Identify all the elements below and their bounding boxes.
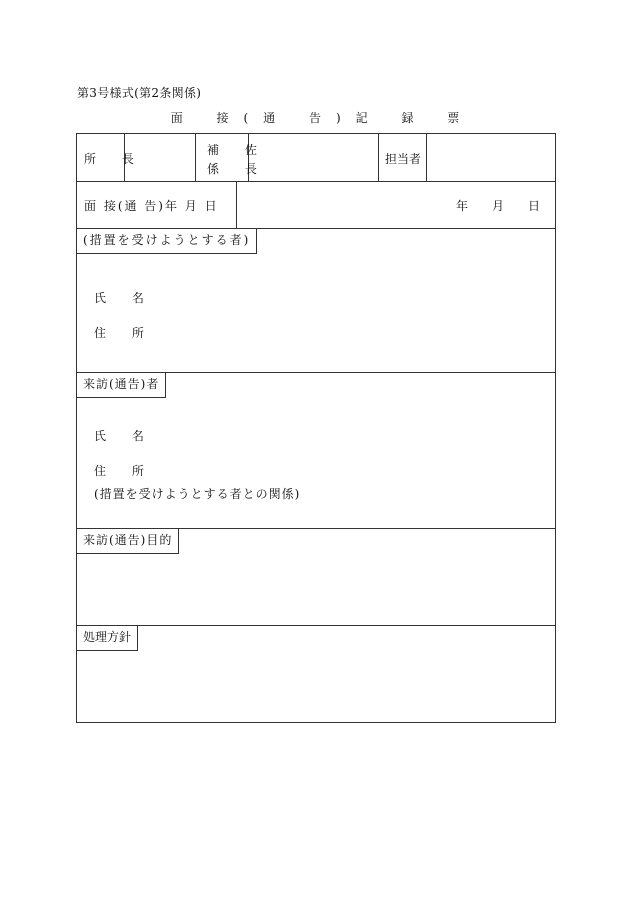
director-stamp-cell[interactable] bbox=[125, 134, 195, 181]
interview-date-row bbox=[76, 181, 556, 229]
visitor-section bbox=[76, 372, 556, 529]
purpose-field[interactable] bbox=[77, 555, 555, 625]
subject-section bbox=[76, 228, 556, 373]
policy-section-tag: 処理方針 bbox=[77, 626, 138, 651]
staff-stamp-cell[interactable] bbox=[427, 134, 555, 181]
director-label: 所 長 bbox=[84, 152, 145, 166]
assistant-label-bottom: 係 長 bbox=[207, 162, 268, 176]
visitor-relation-label: (措置を受けようとする者との関係) bbox=[94, 487, 301, 501]
visitor-address-label: 住 所 bbox=[94, 464, 155, 478]
visitor-section-tag: 来訪(通告)者 bbox=[77, 373, 166, 398]
purpose-section bbox=[76, 528, 556, 626]
approval-row bbox=[76, 133, 556, 182]
policy-section bbox=[76, 625, 556, 723]
assistant-stamp-cell[interactable] bbox=[249, 134, 378, 181]
purpose-section-tag: 来訪(通告)目的 bbox=[77, 529, 179, 554]
policy-field[interactable] bbox=[77, 652, 555, 722]
subject-info-field[interactable] bbox=[157, 279, 553, 359]
interview-date-field[interactable] bbox=[237, 182, 555, 228]
subject-name-label: 氏 名 bbox=[94, 291, 155, 305]
subject-address-label: 住 所 bbox=[94, 326, 155, 340]
form-number-label: 第3号様式(第2条関係) bbox=[77, 86, 202, 100]
visitor-name-label: 氏 名 bbox=[94, 429, 155, 443]
interview-date-label: 面 接(通 告)年 月 日 bbox=[84, 199, 219, 213]
staff-label: 担当者 bbox=[385, 152, 422, 166]
date-day-label: 日 bbox=[528, 199, 541, 213]
visitor-info-field[interactable] bbox=[157, 418, 553, 518]
document-title: 面 接(通 告)記 録 票 bbox=[170, 111, 475, 125]
subject-section-tag: (措置を受けようとする者) bbox=[77, 229, 257, 254]
assistant-label-top: 補 佐 bbox=[207, 143, 268, 157]
date-year-label: 年 bbox=[456, 199, 469, 213]
date-month-label: 月 bbox=[492, 199, 505, 213]
